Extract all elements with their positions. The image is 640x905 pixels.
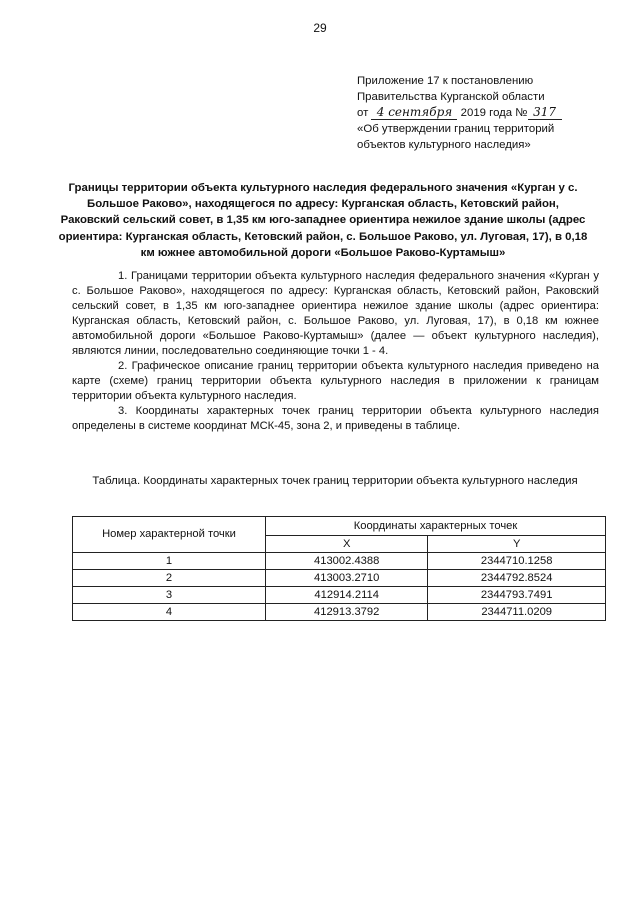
table-row xyxy=(73,604,606,621)
coord-x: 413002.4388 xyxy=(266,553,428,570)
paragraph-3: 3. Координаты характерных точек границ территории объекта культурного наследия определены в системе координат МСК-45, зона 2, и приведены в таблице. xyxy=(72,405,599,432)
table-caption: Таблица. Координаты характерных точек границ территории объекта культурного наследия xyxy=(92,475,578,487)
header-coordinates: Координаты характерных точек xyxy=(266,517,606,536)
handwritten-number: 317 xyxy=(528,106,562,120)
point-number: 4 xyxy=(73,604,266,621)
page-number: 29 xyxy=(313,21,327,35)
coordinates-table xyxy=(72,516,606,621)
coord-x: 413003.2710 xyxy=(266,570,428,587)
coord-y: 2344711.0209 xyxy=(428,604,606,621)
point-number: 3 xyxy=(73,587,266,604)
table-row xyxy=(73,553,606,570)
document-title: Границы территории объекта культурного наследия федерального значения «Курган у с. Большое Раково», находящегося по адресу: Курганская область, Кетовский район, Раковский сельский совет, в 1,35 км юго-западнее ориентира нежилое здание школы (адрес ориентира: Курганская область, Кетовский район, с. Большое Раково, ул. Луговая, 17), в 0,18 км южнее автомобильной дороги «Большое Раково-Куртамыш» xyxy=(58,182,588,259)
header-x: X xyxy=(266,536,428,553)
appendix-year-text: 2019 года № xyxy=(460,107,528,119)
document-body xyxy=(72,269,599,434)
appendix-header xyxy=(357,73,607,153)
point-number: 2 xyxy=(73,570,266,587)
table-row xyxy=(73,587,606,604)
appendix-line-5: объектов культурного наследия» xyxy=(357,139,531,151)
header-point-number: Номер характерной точки xyxy=(73,517,266,553)
header-y: Y xyxy=(428,536,606,553)
appendix-line-1: Приложение 17 к постановлению xyxy=(357,75,534,87)
paragraph-2: 2. Графическое описание границ территории объекта культурного наследия приведено на карте (схеме) границ территории объекта культурного наследия в приложении к границам территории объекта культурного наследия. xyxy=(72,360,599,402)
appendix-from-label: от xyxy=(357,107,369,119)
coord-y: 2344792.8524 xyxy=(428,570,606,587)
coord-y: 2344793.7491 xyxy=(428,587,606,604)
appendix-line-4: «Об утверждении границ территорий xyxy=(357,123,555,135)
coord-y: 2344710.1258 xyxy=(428,553,606,570)
coord-x: 412914.2114 xyxy=(266,587,428,604)
paragraph-1: 1. Границами территории объекта культурного наследия федерального значения «Курган у с. Большое Раково», находящегося по адресу: Курганская область, Кетовский район, Раковский сельский совет, в 1,35 км юго-западнее ориентира нежилое здание школы (адрес ориентира: Курганская область, Кетовский район, с. Большое Раково, ул. Луговая, 17), в 0,18 км южнее автомобильной дороги «Большое Раково-Куртамыш» (далее — объект культурного наследия), являются линии, последовательно соединяющие точки 1 - 4. xyxy=(72,270,599,357)
handwritten-date: 4 сентября xyxy=(371,106,457,120)
coord-x: 412913.3792 xyxy=(266,604,428,621)
point-number: 1 xyxy=(73,553,266,570)
appendix-line-2: Правительства Курганской области xyxy=(357,91,545,103)
table-row xyxy=(73,570,606,587)
appendix-date-line xyxy=(357,105,607,121)
